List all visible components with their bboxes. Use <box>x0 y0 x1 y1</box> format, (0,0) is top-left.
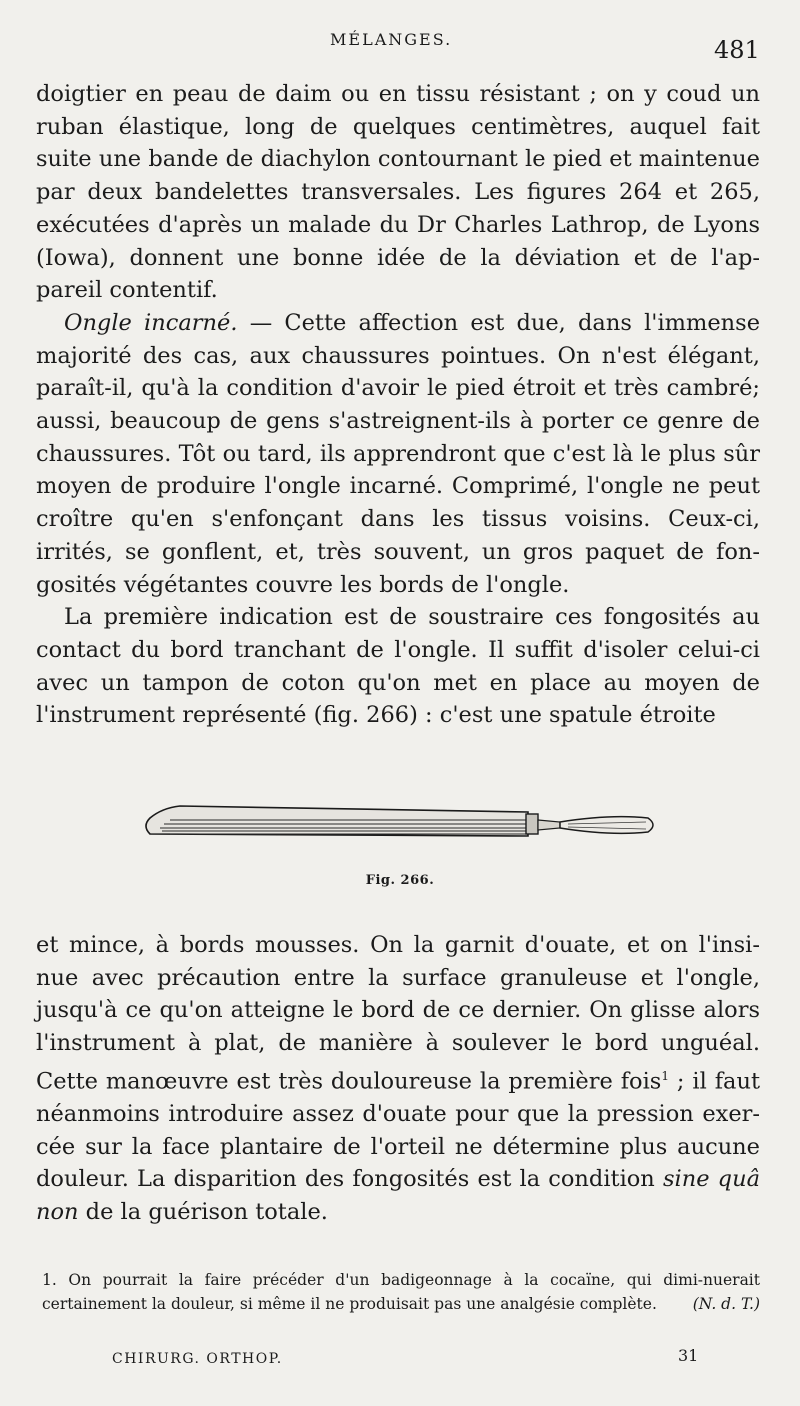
figure-caption: Fig. 266. <box>365 873 435 888</box>
running-head: MÉLANGES. <box>330 30 453 49</box>
paragraph-text: ; il faut néanmoins introduire assez d'ouate pour que la pression exer-cée sur la face plantaire de l'orteil ne détermine plus aucune douleur. La disparition des fongosités est la condition <box>36 1068 760 1193</box>
paragraph-text: et mince, à bords mousses. On la garnit d'ouate, et on l'insi-nue avec précaution entre la surface granuleuse et l'ongle, jusqu'à ce qu'on atteigne le bord de ce dernier. On glisse alors l'instrument à plat, de manière à soulever le bord unguéal. Cette manœuvre est très douloureuse la première fois <box>36 932 760 1095</box>
spatula-illustration <box>140 798 660 854</box>
footnote-text: 1. On pourrait la faire précéder d'un badigeonnage à la cocaïne, qui dimi-nuerait certainement la douleur, si même il ne produisait pas une analgésie complète. <box>42 1271 760 1313</box>
paragraph-procedure <box>36 929 760 1229</box>
sheet-number: 31 <box>678 1346 699 1365</box>
footnote <box>42 1268 760 1316</box>
latin-phrase: sine quâ non <box>36 1166 760 1226</box>
body-text-lower <box>36 929 760 1229</box>
body-text-upper <box>36 78 760 732</box>
page-number: 481 <box>714 36 760 64</box>
paragraph-text: de la guérison totale. <box>78 1199 328 1226</box>
paragraph-text: — Cette affection est due, dans l'immense majorité des cas, aux chaussures pointues. On n'est élégant, paraît-il, qu'à la condition d'avoir le pied étroit et très cambré; aussi, beaucoup de gens s'astreignent-ils à porter ce genre de chaussures. Tôt ou tard, ils apprendront que c'est là le plus sûr moyen de produire l'ongle incarné. Comprimé, l'ongle ne peut croître qu'en s'enfonçant dans les tissus voisins. Ceux-ci, irrités, se gonflent, et, très souvent, un gros paquet de fon-gosités végétantes couvre les bords de l'ongle. <box>36 309 761 598</box>
paragraph-indication: La première indication est de soustraire ces fongosités au contact du bord tranchant de l'ongle. Il suffit d'isoler celui-ci avec un tampon de coton qu'on met en place au moyen de l'instrument représenté (fig. 266) : c'est une spatule étroite <box>36 604 760 729</box>
section-lead: Ongle incarné. <box>64 309 238 336</box>
footnote-reference[interactable]: 1 <box>661 1068 669 1083</box>
paragraph-continuation: doigtier en peau de daim ou en tissu résistant ; on y coud un ruban élastique, long de quelques centimètres, auquel fait suite une bande de diachylon contournant le pied et maintenue par deux bandelettes transversales. Les figures 264 et 265, exécutées d'après un malade du Dr Charles Lathrop, de Lyons (Iowa), donnent une bonne idée de la déviation et de l'ap-pareil contentif. <box>36 81 760 304</box>
signature-mark: CHIRURG. ORTHOP. <box>112 1351 283 1367</box>
paragraph-ongle-incarne <box>36 307 760 601</box>
footnote-signature: (N. d. T.) <box>692 1295 760 1313</box>
